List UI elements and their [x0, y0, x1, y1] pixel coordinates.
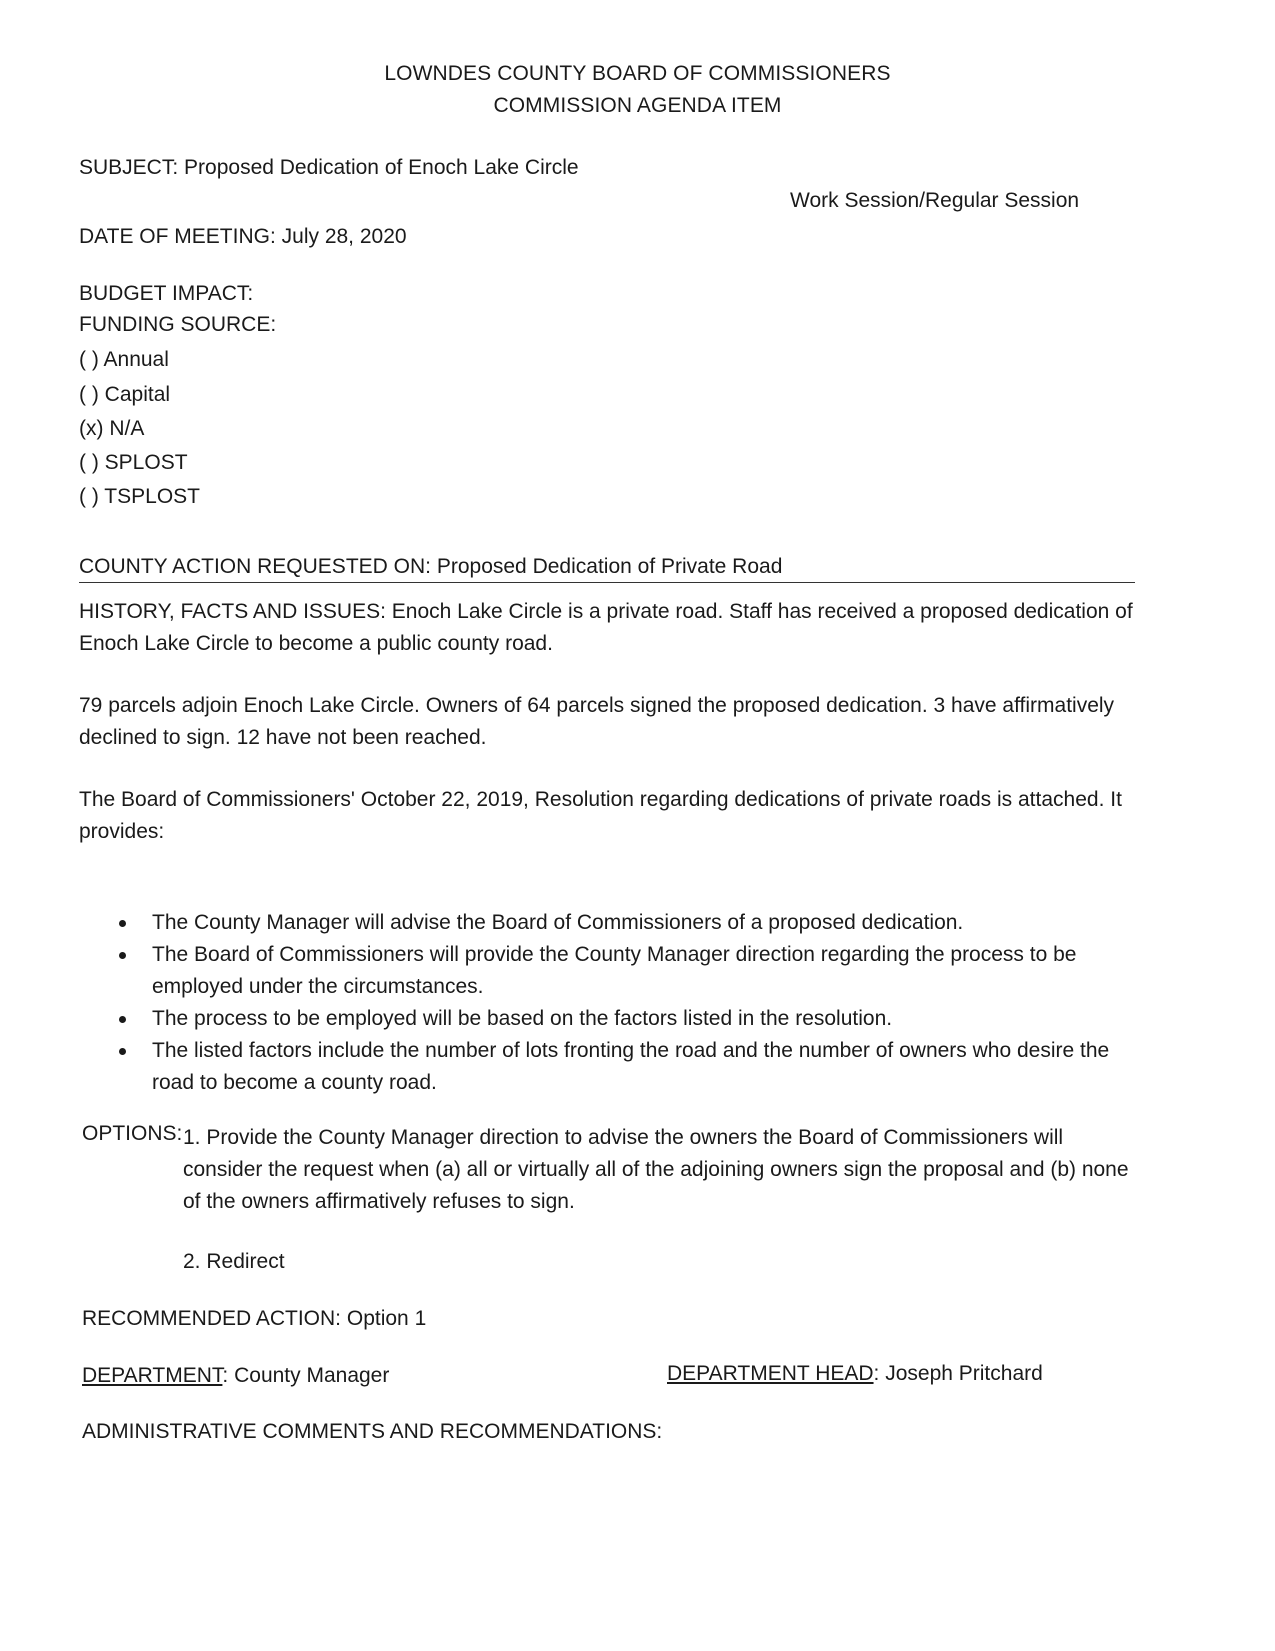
funding-source-label: FUNDING SOURCE:	[79, 313, 277, 336]
funding-option-capital	[79, 383, 170, 407]
funding-option-label: N/A	[109, 417, 145, 440]
provision-item: The listed factors include the number of lots fronting the road and the number of owners who desire the road to become a county road.	[112, 1035, 1152, 1099]
meeting-date-label: DATE OF MEETING:	[79, 225, 276, 248]
meeting-date-line	[79, 225, 407, 249]
department-label: DEPARTMENT	[82, 1364, 223, 1387]
funding-option-annual	[79, 348, 169, 372]
admin-comments-label: ADMINISTRATIVE COMMENTS AND RECOMMENDATIONS:	[82, 1420, 663, 1443]
county-action-label: COUNTY ACTION REQUESTED ON:	[79, 555, 431, 578]
checkbox-mark: ( )	[79, 451, 99, 474]
county-action-value: Proposed Dedication of Private Road	[436, 555, 783, 578]
meeting-date-value: July 28, 2020	[281, 225, 407, 248]
provision-item: The Board of Commissioners will provide the County Manager direction regarding the process to be employed under the circumstances.	[112, 939, 1152, 1003]
provision-item: The County Manager will advise the Board of Commissioners of a proposed dedication.	[112, 907, 1152, 939]
department-head-colon: :	[873, 1362, 886, 1385]
checkbox-mark: ( )	[79, 383, 99, 406]
funding-option-label: SPLOST	[104, 451, 188, 474]
checkbox-mark: ( )	[79, 348, 99, 371]
recommended-action-line	[82, 1307, 426, 1331]
subject-value: Proposed Dedication of Enoch Lake Circle	[184, 156, 579, 179]
parcels-paragraph: 79 parcels adjoin Enoch Lake Circle. Owners of 64 parcels signed the proposed dedication. 3 have affirmatively declined to sign. 12 have not been reached.	[79, 694, 1115, 749]
department-head-label: DEPARTMENT HEAD	[667, 1362, 874, 1385]
department-line	[82, 1364, 389, 1388]
subject-line	[79, 156, 579, 180]
resolution-paragraph: The Board of Commissioners' October 22, 2019, Resolution regarding dedications of private roads is attached. It provides:	[79, 788, 1122, 843]
department-head-value: Joseph Pritchard	[885, 1362, 1043, 1385]
county-action-line	[79, 555, 782, 579]
provision-item: The process to be employed will be based on the factors listed in the resolution.	[112, 1003, 1152, 1035]
subject-label: SUBJECT:	[79, 156, 179, 179]
document-subtitle: COMMISSION AGENDA ITEM	[493, 94, 782, 117]
document-title: LOWNDES COUNTY BOARD OF COMMISSIONERS	[384, 62, 891, 85]
department-value: County Manager	[234, 1364, 390, 1387]
option-2: 2. Redirect	[183, 1250, 285, 1273]
funding-option-splost	[79, 451, 188, 475]
department-colon: :	[222, 1364, 235, 1387]
recommended-action-value: Option 1	[346, 1307, 427, 1330]
funding-option-label: Annual	[103, 348, 169, 371]
department-head-line	[667, 1362, 1043, 1386]
history-value: Enoch Lake Circle is a private road. Staff has received a proposed dedication of Enoch Lake Circle to become a public county road.	[79, 600, 1133, 655]
funding-option-label: TSPLOST	[104, 485, 200, 508]
provisions-list	[112, 907, 1152, 1099]
option-1: 1. Provide the County Manager direction to advise the owners the Board of Commissioners will consider the request when (a) all or virtually all of the adjoining owners sign the proposal and (b) none of the owners affirmatively refuses to sign.	[183, 1126, 1129, 1213]
funding-option-na	[79, 417, 144, 441]
checkbox-mark-checked: (x)	[79, 417, 104, 440]
funding-option-tsplost	[79, 485, 200, 509]
recommended-action-label: RECOMMENDED ACTION:	[82, 1307, 342, 1330]
history-paragraph	[79, 596, 1149, 660]
checkbox-mark: ( )	[79, 485, 99, 508]
section-divider	[79, 582, 1135, 583]
funding-option-label: Capital	[104, 383, 171, 406]
history-label: HISTORY, FACTS AND ISSUES:	[79, 600, 386, 623]
session-type: Work Session/Regular Session	[790, 189, 1080, 212]
budget-impact-label: BUDGET IMPACT:	[79, 282, 254, 305]
options-label: OPTIONS:	[82, 1122, 183, 1145]
